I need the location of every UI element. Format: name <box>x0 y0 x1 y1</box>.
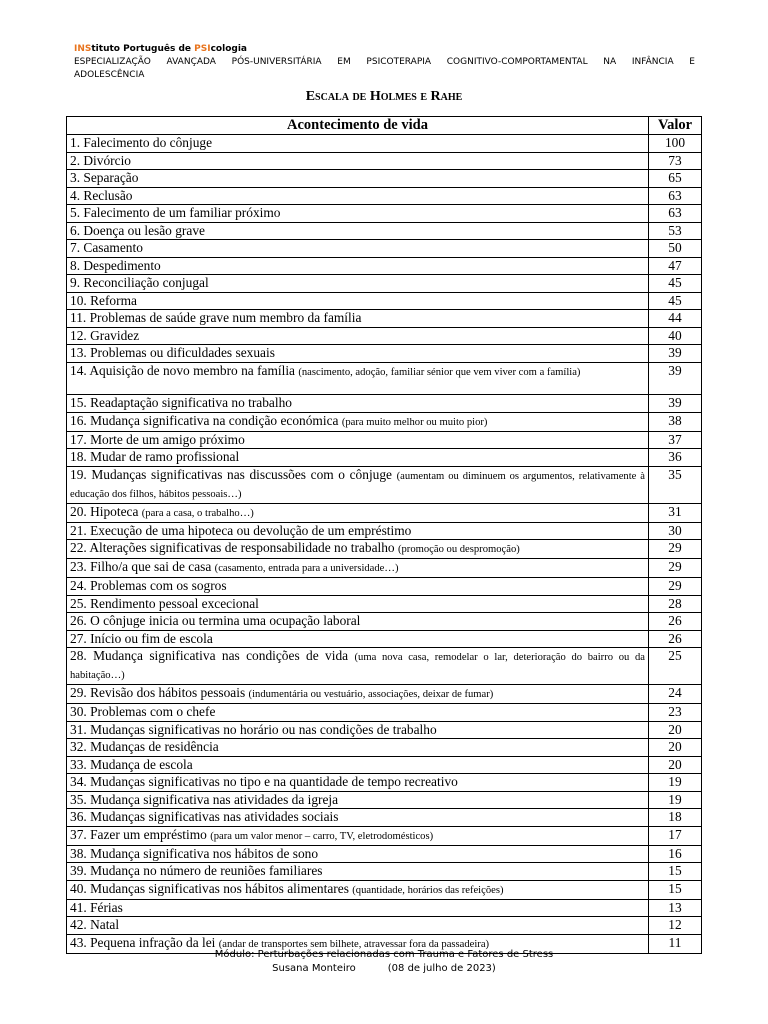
table-row <box>67 756 702 774</box>
event-label: 21. Execução de uma hipoteca ou devolução de um empréstimo <box>70 522 412 538</box>
value-cell: 35 <box>649 466 702 503</box>
table-row <box>67 613 702 631</box>
course-subtitle-continued: ADOLESCÊNCIA <box>74 70 145 80</box>
table-row <box>67 310 702 328</box>
event-cell <box>67 559 649 578</box>
event-label: 35. Mudança significativa nas atividades da igreja <box>70 791 339 807</box>
event-cell <box>67 292 649 310</box>
table-row <box>67 292 702 310</box>
value-cell: 12 <box>649 917 702 935</box>
event-cell <box>67 187 649 205</box>
event-cell <box>67 431 649 449</box>
event-cell <box>67 412 649 431</box>
value-cell: 30 <box>649 522 702 540</box>
event-cell <box>67 170 649 188</box>
value-cell: 63 <box>649 205 702 223</box>
table-row <box>67 917 702 935</box>
value-cell: 29 <box>649 559 702 578</box>
event-label: 5. Falecimento de um familiar próximo <box>70 205 281 220</box>
event-label: 31. Mudanças significativas no horário ou nas condições de trabalho <box>70 721 437 737</box>
value-cell: 15 <box>649 880 702 899</box>
event-label: 41. Férias <box>70 899 123 915</box>
table-row <box>67 685 702 704</box>
event-cell <box>67 613 649 631</box>
event-cell <box>67 540 649 559</box>
value-cell: 63 <box>649 187 702 205</box>
table-row <box>67 275 702 293</box>
event-label: 15. Readaptação significativa no trabalho <box>70 395 292 410</box>
event-cell <box>67 503 649 522</box>
table-row <box>67 595 702 613</box>
event-note: (para a casa, o trabalho…) <box>141 507 254 519</box>
table-row <box>67 362 702 395</box>
event-label: 30. Problemas com o chefe <box>70 704 216 719</box>
table-row <box>67 522 702 540</box>
event-cell <box>67 917 649 935</box>
event-cell <box>67 809 649 827</box>
table-row <box>67 863 702 881</box>
value-cell: 65 <box>649 170 702 188</box>
event-label: 9. Reconciliação conjugal <box>70 275 209 290</box>
table-row <box>67 327 702 345</box>
table-row <box>67 721 702 739</box>
value-cell: 16 <box>649 845 702 863</box>
column-header-event: Acontecimento de vida <box>67 117 649 135</box>
event-label: 23. Filho/a que sai de casa <box>70 559 212 574</box>
value-cell: 20 <box>649 721 702 739</box>
value-cell: 26 <box>649 630 702 648</box>
value-cell: 11 <box>649 934 702 953</box>
event-label: 20. Hipoteca <box>70 503 139 519</box>
event-label: 33. Mudança de escola <box>70 756 193 772</box>
event-label: 16. Mudança significativa na condição económica <box>70 412 339 428</box>
event-label: 32. Mudanças de residência <box>70 739 219 754</box>
value-cell: 19 <box>649 791 702 809</box>
table-row <box>67 395 702 413</box>
value-cell: 38 <box>649 412 702 431</box>
event-cell <box>67 685 649 704</box>
value-cell: 47 <box>649 257 702 275</box>
event-cell <box>67 845 649 863</box>
event-note: (aumentam ou diminuem os argumentos, relativamente à educação dos filhos, hábitos pessoais…) <box>70 470 645 500</box>
table-row <box>67 559 702 578</box>
event-cell <box>67 310 649 328</box>
value-cell: 17 <box>649 826 702 845</box>
institute-part: cologia <box>210 44 247 54</box>
event-cell <box>67 522 649 540</box>
institute-part: tituto Português de <box>91 44 195 54</box>
event-note: (promoção ou despromoção) <box>397 544 520 555</box>
institute-part: INS <box>74 44 92 54</box>
event-label: 25. Rendimento pessoal excecional <box>70 595 259 611</box>
event-cell <box>67 345 649 363</box>
event-label: 29. Revisão dos hábitos pessoais <box>70 685 246 700</box>
table-row <box>67 345 702 363</box>
value-cell: 19 <box>649 774 702 792</box>
event-label: 8. Despedimento <box>70 257 161 273</box>
table-row <box>67 152 702 170</box>
table-row <box>67 739 702 757</box>
event-label: 7. Casamento <box>70 240 143 255</box>
event-label: 27. Início ou fim de escola <box>70 630 213 646</box>
table-header-row <box>67 117 702 135</box>
table-row <box>67 503 702 522</box>
document-title: Escala de Holmes e Rahe <box>305 89 463 104</box>
event-label: 1. Falecimento do cônjuge <box>70 135 213 150</box>
value-cell: 39 <box>649 345 702 363</box>
table-row <box>67 240 702 258</box>
event-label: 22. Alterações significativas de responsabilidade no trabalho <box>70 540 395 555</box>
value-cell: 31 <box>649 503 702 522</box>
event-note: (quantidade, horários das refeições) <box>352 884 504 896</box>
table-row <box>67 704 702 722</box>
event-cell <box>67 880 649 899</box>
value-cell: 45 <box>649 275 702 293</box>
event-label: 12. Gravidez <box>70 327 140 343</box>
table-body <box>67 135 702 954</box>
value-cell: 45 <box>649 292 702 310</box>
event-label: 38. Mudança significativa nos hábitos de sono <box>70 845 319 861</box>
event-cell <box>67 327 649 345</box>
institute-name <box>74 43 695 56</box>
value-cell: 39 <box>649 362 702 395</box>
event-note: (uma nova casa, remodelar o lar, deterioração do bairro ou da habitação…) <box>70 652 645 681</box>
value-cell: 29 <box>649 578 702 596</box>
event-cell <box>67 791 649 809</box>
column-header-value: Valor <box>649 117 702 135</box>
value-cell: 36 <box>649 449 702 467</box>
event-note: (para um valor menor – carro, TV, eletrodomésticos) <box>210 830 434 842</box>
value-cell: 50 <box>649 240 702 258</box>
event-label: 18. Mudar de ramo profissional <box>70 449 240 464</box>
event-label: 24. Problemas com os sogros <box>70 578 227 593</box>
value-cell: 73 <box>649 152 702 170</box>
value-cell: 28 <box>649 595 702 613</box>
event-cell <box>67 257 649 275</box>
event-label: 42. Natal <box>70 917 120 932</box>
table-row <box>67 412 702 431</box>
event-label: 2. Divórcio <box>70 152 131 168</box>
footer-author: Susana Monteiro <box>272 963 356 974</box>
event-cell <box>67 899 649 917</box>
event-label: 11. Problemas de saúde grave num membro da família <box>70 310 362 325</box>
value-cell: 26 <box>649 613 702 631</box>
event-label: 37. Fazer um empréstimo <box>70 826 207 842</box>
table-row <box>67 205 702 223</box>
event-note: (andar de transportes sem bilhete, atravessar fora da passadeira) <box>218 938 490 950</box>
table-row <box>67 431 702 449</box>
event-label: 14. Aquisição de novo membro na família <box>70 362 295 378</box>
footer-module: Módulo: Perturbações relacionadas com Trauma e Fatores de Stress <box>214 949 554 960</box>
event-cell <box>67 595 649 613</box>
value-cell: 23 <box>649 704 702 722</box>
event-label: 10. Reforma <box>70 292 137 308</box>
event-label: 19. Mudanças significativas nas discussões com o cônjuge <box>70 466 393 482</box>
value-cell: 24 <box>649 685 702 704</box>
table-row <box>67 135 702 153</box>
institute-part: PSI <box>194 44 211 54</box>
table-row <box>67 257 702 275</box>
table-row <box>67 170 702 188</box>
event-cell <box>67 739 649 757</box>
event-note: (indumentária ou vestuário, associações, deixar de fumar) <box>248 689 494 700</box>
event-cell <box>67 863 649 881</box>
table-row <box>67 578 702 596</box>
event-cell <box>67 205 649 223</box>
event-label: 4. Reclusão <box>70 187 133 203</box>
event-cell <box>67 704 649 722</box>
table-row <box>67 187 702 205</box>
footer-date: (08 de julho de 2023) <box>387 963 496 974</box>
value-cell: 37 <box>649 431 702 449</box>
event-cell <box>67 135 649 153</box>
value-cell: 20 <box>649 756 702 774</box>
event-cell <box>67 774 649 792</box>
event-label: 26. O cônjuge inicia ou termina uma ocupação laboral <box>70 613 361 628</box>
table-row <box>67 449 702 467</box>
table-row <box>67 899 702 917</box>
event-cell <box>67 362 649 395</box>
event-label: 28. Mudança significativa nas condições de vida <box>70 648 349 663</box>
event-cell <box>67 648 649 685</box>
holmes-rahe-table <box>66 116 702 954</box>
value-cell: 40 <box>649 327 702 345</box>
event-note: (casamento, entrada para a universidade…) <box>214 563 399 574</box>
event-cell <box>67 721 649 739</box>
table-row <box>67 630 702 648</box>
value-cell: 29 <box>649 540 702 559</box>
event-cell <box>67 395 649 413</box>
document-header <box>74 43 695 82</box>
table-row <box>67 809 702 827</box>
event-label: 3. Separação <box>70 170 139 185</box>
value-cell: 15 <box>649 863 702 881</box>
event-cell <box>67 756 649 774</box>
table-row <box>67 540 702 559</box>
event-cell <box>67 466 649 503</box>
value-cell: 18 <box>649 809 702 827</box>
table-row <box>67 791 702 809</box>
value-cell: 25 <box>649 648 702 685</box>
value-cell: 44 <box>649 310 702 328</box>
event-label: 40. Mudanças significativas nos hábitos alimentares <box>70 880 349 896</box>
table-row <box>67 648 702 685</box>
event-cell <box>67 449 649 467</box>
table-row <box>67 466 702 503</box>
event-cell <box>67 826 649 845</box>
event-label: 36. Mudanças significativas nas atividades sociais <box>70 809 339 824</box>
table-row <box>67 826 702 845</box>
value-cell: 20 <box>649 739 702 757</box>
event-note: (nascimento, adoção, familiar sénior que vem viver com a família) <box>298 366 581 378</box>
table-row <box>67 222 702 240</box>
table-row <box>67 774 702 792</box>
event-label: 39. Mudança no número de reuniões familiares <box>70 863 323 878</box>
event-cell <box>67 630 649 648</box>
course-subtitle: ESPECIALIZAÇÃO AVANÇADA PÓS-UNIVERSITÁRIA EM PSICOTERAPIA COGNITIVO-COMPORTAMENTAL NA INFÂNCIA E <box>74 57 695 67</box>
event-label: 43. Pequena infração da lei <box>70 934 216 950</box>
event-cell <box>67 152 649 170</box>
event-cell <box>67 275 649 293</box>
value-cell: 53 <box>649 222 702 240</box>
value-cell: 100 <box>649 135 702 153</box>
event-label: 34. Mudanças significativas no tipo e na quantidade de tempo recreativo <box>70 774 458 789</box>
event-label: 17. Morte de um amigo próximo <box>70 431 245 447</box>
event-label: 13. Problemas ou dificuldades sexuais <box>70 345 275 360</box>
event-cell <box>67 578 649 596</box>
event-cell <box>67 222 649 240</box>
table-row <box>67 880 702 899</box>
event-cell <box>67 240 649 258</box>
value-cell: 13 <box>649 899 702 917</box>
event-label: 6. Doença ou lesão grave <box>70 222 205 238</box>
table-row <box>67 845 702 863</box>
value-cell: 39 <box>649 395 702 413</box>
event-note: (para muito melhor ou muito pior) <box>341 416 488 428</box>
document-footer <box>0 948 768 976</box>
